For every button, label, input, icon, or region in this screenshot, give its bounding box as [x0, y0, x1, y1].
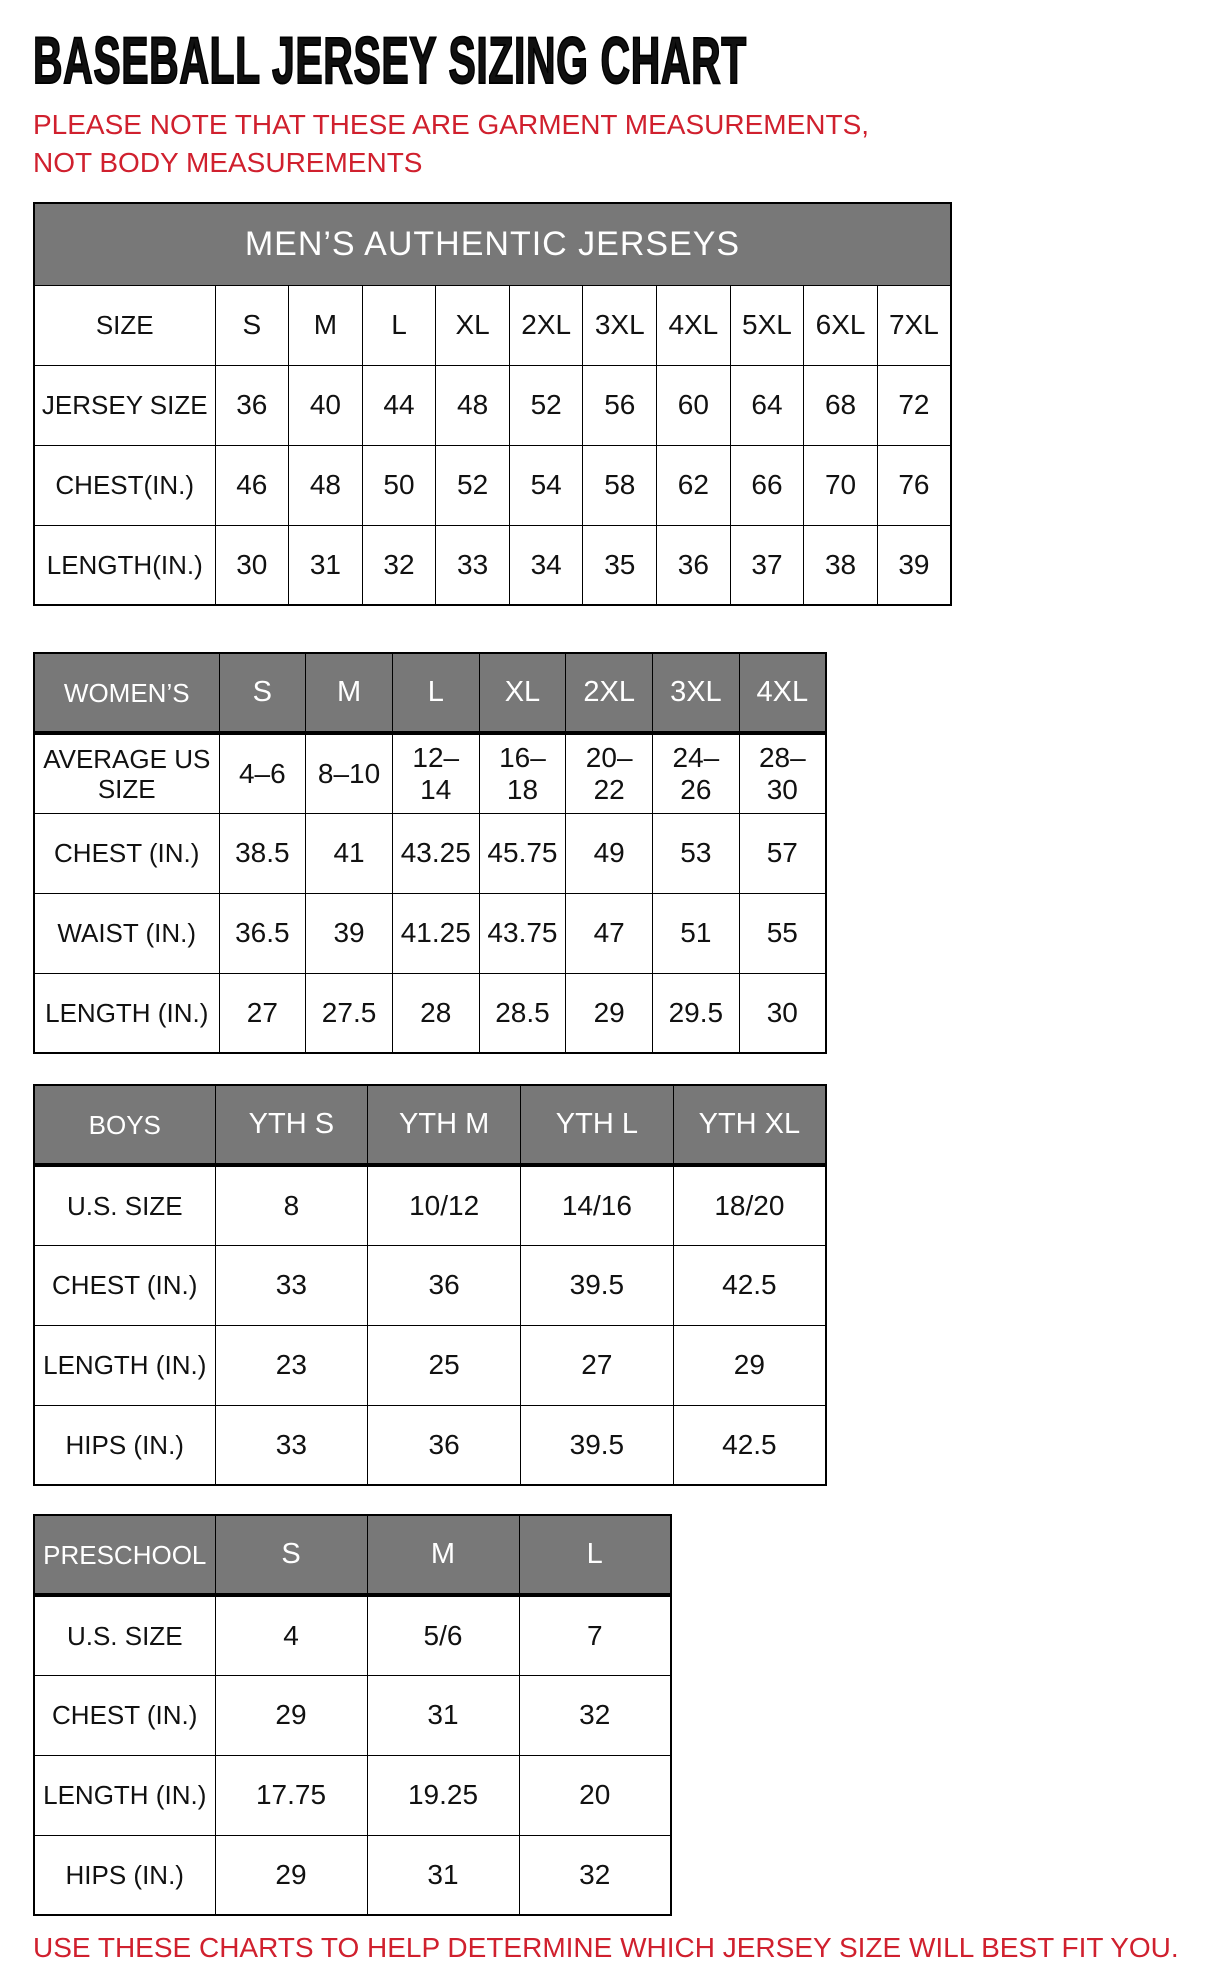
- value-cell: 38: [804, 525, 878, 605]
- value-cell: 49: [566, 813, 653, 893]
- value-cell: 7XL: [877, 285, 951, 365]
- row-label-cell: LENGTH (IN.): [34, 973, 219, 1053]
- value-cell: 27.5: [306, 973, 393, 1053]
- value-cell: 52: [509, 365, 583, 445]
- boys-header-label: BOYS: [34, 1085, 215, 1165]
- value-cell: 7: [519, 1595, 671, 1675]
- preschool-table-row: [34, 1595, 671, 1675]
- value-cell: 29.5: [653, 973, 740, 1053]
- value-cell: 24–26: [653, 733, 740, 813]
- row-label-cell: LENGTH(IN.): [34, 525, 215, 605]
- size-header-cell: YTH L: [521, 1085, 674, 1165]
- size-header-cell: S: [215, 1515, 367, 1595]
- value-cell: XL: [436, 285, 510, 365]
- value-cell: 46: [215, 445, 289, 525]
- boys-table-wrap: [33, 1084, 1187, 1486]
- value-cell: 52: [436, 445, 510, 525]
- value-cell: 33: [215, 1245, 368, 1325]
- row-label-cell: WAIST (IN.): [34, 893, 219, 973]
- value-cell: 76: [877, 445, 951, 525]
- size-header-cell: YTH S: [215, 1085, 368, 1165]
- row-label-cell: LENGTH (IN.): [34, 1325, 215, 1405]
- value-cell: 8: [215, 1165, 368, 1245]
- size-header-cell: M: [367, 1515, 519, 1595]
- preschool-table: [33, 1514, 672, 1916]
- value-cell: 42.5: [673, 1405, 826, 1485]
- row-label-cell: CHEST (IN.): [34, 1675, 215, 1755]
- row-label-cell: HIPS (IN.): [34, 1405, 215, 1485]
- value-cell: 40: [289, 365, 363, 445]
- value-cell: 20: [519, 1755, 671, 1835]
- row-label-cell: U.S. SIZE: [34, 1165, 215, 1245]
- value-cell: 12–14: [392, 733, 479, 813]
- mens-table-row: [34, 285, 951, 365]
- preschool-table-row: [34, 1755, 671, 1835]
- value-cell: 70: [804, 445, 878, 525]
- value-cell: 33: [436, 525, 510, 605]
- row-label-cell: U.S. SIZE: [34, 1595, 215, 1675]
- value-cell: 62: [657, 445, 731, 525]
- value-cell: 64: [730, 365, 804, 445]
- value-cell: 16–18: [479, 733, 566, 813]
- size-header-cell: M: [306, 653, 393, 733]
- value-cell: 39.5: [521, 1405, 674, 1485]
- value-cell: S: [215, 285, 289, 365]
- value-cell: 4XL: [657, 285, 731, 365]
- size-header-cell: 4XL: [739, 653, 826, 733]
- size-header-cell: YTH XL: [673, 1085, 826, 1165]
- value-cell: 36: [368, 1405, 521, 1485]
- value-cell: 66: [730, 445, 804, 525]
- value-cell: 50: [362, 445, 436, 525]
- value-cell: 29: [215, 1675, 367, 1755]
- value-cell: 54: [509, 445, 583, 525]
- preschool-table-row: [34, 1835, 671, 1915]
- value-cell: 32: [519, 1835, 671, 1915]
- value-cell: 14/16: [521, 1165, 674, 1245]
- value-cell: L: [362, 285, 436, 365]
- womens-header-row: [34, 653, 826, 733]
- womens-table: [33, 652, 827, 1054]
- value-cell: 36: [368, 1245, 521, 1325]
- mens-authentic-jerseys-table-wrap: [33, 202, 1187, 606]
- row-label-cell: CHEST (IN.): [34, 813, 219, 893]
- value-cell: 2XL: [509, 285, 583, 365]
- mens-table-row: [34, 365, 951, 445]
- value-cell: 33: [215, 1405, 368, 1485]
- value-cell: 29: [566, 973, 653, 1053]
- value-cell: M: [289, 285, 363, 365]
- value-cell: 41.25: [392, 893, 479, 973]
- value-cell: 39: [306, 893, 393, 973]
- womens-table-wrap: [33, 652, 1187, 1054]
- value-cell: 53: [653, 813, 740, 893]
- boys-table-row: [34, 1165, 826, 1245]
- value-cell: 30: [739, 973, 826, 1053]
- value-cell: 57: [739, 813, 826, 893]
- value-cell: 10/12: [368, 1165, 521, 1245]
- value-cell: 39: [877, 525, 951, 605]
- mens-table: [33, 202, 952, 606]
- row-label-cell: AVERAGE US SIZE: [34, 733, 219, 813]
- value-cell: 38.5: [219, 813, 306, 893]
- boys-table-row: [34, 1325, 826, 1405]
- boys-table-row: [34, 1245, 826, 1325]
- womens-table-row: [34, 893, 826, 973]
- value-cell: 48: [436, 365, 510, 445]
- row-label-cell: LENGTH (IN.): [34, 1755, 215, 1835]
- page-title-text: BASEBALL JERSEY SIZING CHART: [33, 23, 747, 97]
- size-header-cell: L: [392, 653, 479, 733]
- row-label-cell: CHEST(IN.): [34, 445, 215, 525]
- value-cell: 48: [289, 445, 363, 525]
- value-cell: 5/6: [367, 1595, 519, 1675]
- value-cell: 42.5: [673, 1245, 826, 1325]
- value-cell: 43.25: [392, 813, 479, 893]
- womens-table-row: [34, 813, 826, 893]
- value-cell: 6XL: [804, 285, 878, 365]
- value-cell: 27: [521, 1325, 674, 1405]
- value-cell: 30: [215, 525, 289, 605]
- value-cell: 29: [673, 1325, 826, 1405]
- value-cell: 60: [657, 365, 731, 445]
- value-cell: 25: [368, 1325, 521, 1405]
- value-cell: 28.5: [479, 973, 566, 1053]
- preschool-table-row: [34, 1675, 671, 1755]
- size-header-cell: YTH M: [368, 1085, 521, 1165]
- footer-note: USE THESE CHARTS TO HELP DETERMINE WHICH JERSEY SIZE WILL BEST FIT YOU.: [33, 1932, 1179, 1963]
- value-cell: 3XL: [583, 285, 657, 365]
- value-cell: 47: [566, 893, 653, 973]
- value-cell: 43.75: [479, 893, 566, 973]
- boys-header-row: [34, 1085, 826, 1165]
- garment-measurements-note: PLEASE NOTE THAT THESE ARE GARMENT MEASUREMENTS, NOT BODY MEASUREMENTS: [33, 109, 870, 178]
- mens-banner: MEN’S AUTHENTIC JERSEYS: [34, 203, 951, 285]
- preschool-header-label: PRESCHOOL: [34, 1515, 215, 1595]
- womens-table-row: [34, 733, 826, 813]
- value-cell: 27: [219, 973, 306, 1053]
- value-cell: 31: [367, 1675, 519, 1755]
- value-cell: 32: [362, 525, 436, 605]
- page-title: [33, 23, 1187, 97]
- value-cell: 17.75: [215, 1755, 367, 1835]
- value-cell: 4–6: [219, 733, 306, 813]
- value-cell: 55: [739, 893, 826, 973]
- value-cell: 44: [362, 365, 436, 445]
- value-cell: 31: [367, 1835, 519, 1915]
- value-cell: 20–22: [566, 733, 653, 813]
- size-header-cell: L: [519, 1515, 671, 1595]
- womens-table-row: [34, 973, 826, 1053]
- size-header-cell: XL: [479, 653, 566, 733]
- value-cell: 72: [877, 365, 951, 445]
- row-label-cell: CHEST (IN.): [34, 1245, 215, 1325]
- value-cell: 41: [306, 813, 393, 893]
- value-cell: 32: [519, 1675, 671, 1755]
- boys-table: [33, 1084, 827, 1486]
- womens-header-label: WOMEN’S: [34, 653, 219, 733]
- value-cell: 51: [653, 893, 740, 973]
- preschool-header-row: [34, 1515, 671, 1595]
- size-header-cell: S: [219, 653, 306, 733]
- value-cell: 5XL: [730, 285, 804, 365]
- size-header-cell: 2XL: [566, 653, 653, 733]
- value-cell: 58: [583, 445, 657, 525]
- size-header-cell: 3XL: [653, 653, 740, 733]
- value-cell: 28: [392, 973, 479, 1053]
- boys-table-row: [34, 1405, 826, 1485]
- mens-table-row: [34, 445, 951, 525]
- value-cell: 45.75: [479, 813, 566, 893]
- value-cell: 39.5: [521, 1245, 674, 1325]
- value-cell: 8–10: [306, 733, 393, 813]
- value-cell: 29: [215, 1835, 367, 1915]
- value-cell: 36: [215, 365, 289, 445]
- value-cell: 31: [289, 525, 363, 605]
- value-cell: 35: [583, 525, 657, 605]
- value-cell: 37: [730, 525, 804, 605]
- preschool-table-wrap: [33, 1514, 1187, 1916]
- value-cell: 23: [215, 1325, 368, 1405]
- value-cell: 18/20: [673, 1165, 826, 1245]
- value-cell: 19.25: [367, 1755, 519, 1835]
- value-cell: 36.5: [219, 893, 306, 973]
- value-cell: 68: [804, 365, 878, 445]
- value-cell: 36: [657, 525, 731, 605]
- row-label-cell: JERSEY SIZE: [34, 365, 215, 445]
- row-label-cell: HIPS (IN.): [34, 1835, 215, 1915]
- value-cell: 56: [583, 365, 657, 445]
- mens-table-row: [34, 525, 951, 605]
- value-cell: 34: [509, 525, 583, 605]
- mens-banner-row: [34, 203, 951, 285]
- value-cell: 4: [215, 1595, 367, 1675]
- value-cell: 28–30: [739, 733, 826, 813]
- row-label-cell: SIZE: [34, 285, 215, 365]
